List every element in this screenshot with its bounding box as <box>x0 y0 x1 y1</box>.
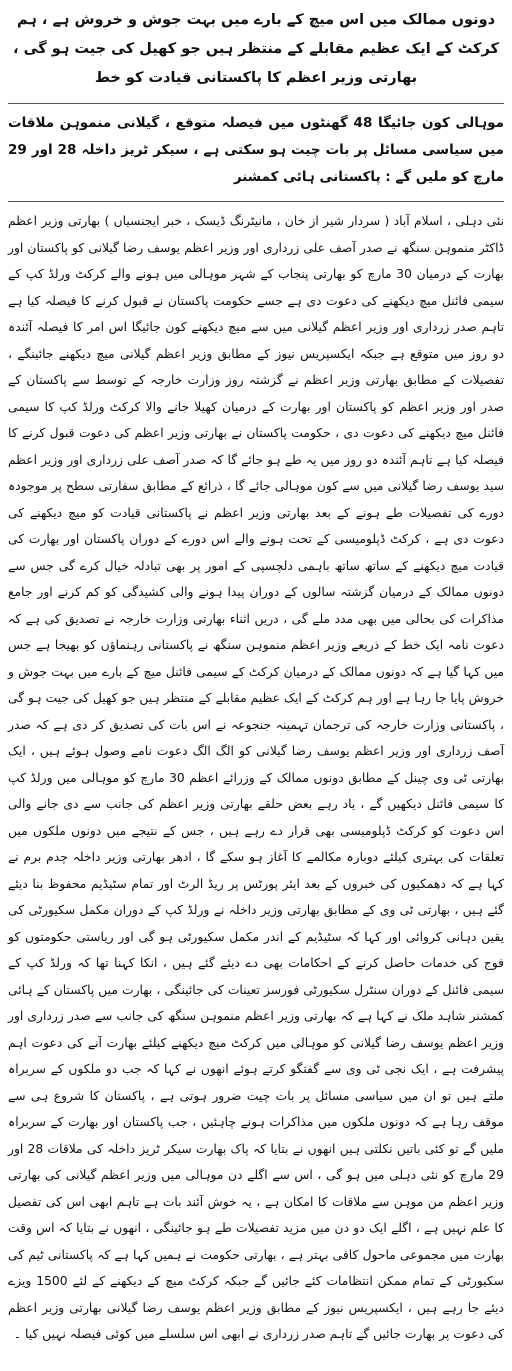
article-subhead: موہالی کون جائیگا 48 گھنٹوں میں فیصلہ متوقع ، گیلانی منموہن ملاقات میں سیاسی مسائل پر بات چیت ہو سکتی ہے ، سیکر ٹریز داخلہ 28 اور 29 مارچ کو ملیں گے : پاکستانی ہائی کمشنر <box>8 115 504 185</box>
article-body: نئی دہلی ، اسلام آباد ( سردار شیر از خان ، مانیٹرنگ ڈیسک ، خبر ایجنسیاں ) بھارتی وزیر اعظم ڈاکٹر منموہن سنگھ نے صدر آصف علی زرداری اور وزیر اعظم یوسف رضا گیلانی کو پاکستان اور بھارت کے درمیان 30 مارچ کو بھارتی پنجاب کے شہر موہالی میں ہونے والے کرکٹ ورلڈ کپ کے سیمی فائنل میچ دیکھنے کی دعوت دی ہے جسے حکومت پاکستان نے قبول کرنے کا فیصلہ کیا ہے تاہم صدر زرداری اور وزیر اعظم گیلانی میں سے میچ دیکھنے کون جائیگا اس امر کا فیصلہ آئندہ دو روز میں متوقع ہے جبکہ ایکسپریس نیوز کے مطابق وزیر اعظم گیلانی میچ دیکھنے جائینگے ، تفصیلات کے مطابق بھارتی وزیر اعظم نے گزشتہ روز وزارت خارجہ کے توسط سے پاکستان کے صدر اور وزیر اعظم کو پاکستان اور بھارت کے درمیان کھیلا جانے والا کرکٹ ورلڈ کپ کا سیمی فائنل میچ دیکھنے کی دعوت دی ، حکومت پاکستان نے بھارتی وزیر اعظم کی دعوت قبول کرنے کا فیصلہ کیا ہے تاہم آئندہ دو روز میں یہ طے ہو جائے گا کہ صدر آصف علی زرداری اور وزیر اعظم سید یوسف رضا گیلانی میں سے کون موہالی جائے گا ، ذرائع کے مطابق سفارتی سطح پر موجودہ دورے کی تفصیلات طے ہونے کے بعد بھارتی وزیر اعظم نے پاکستانی قیادت کو میچ دیکھنے کی دعوت دی ہے ، کرکٹ ڈپلومیسی کے تحت ہونے والے اس دورے کے دوران پاکستان اور بھارت کی قیادت میچ دیکھنے کے ساتھ ساتھ باہمی دلچسپی کے امور پر بھی تبادلہ خیال کرے گی جس سے دونوں ممالک کے درمیان گزشتہ سالوں کے دوران پیدا ہونے والی کشیدگی کو کم کرنے اور جامع مذاکرات کی بحالی میں بھی مدد ملے گی ، دریں اثناء بھارتی وزارت خارجہ نے تصدیق کی ہے کہ دعوت نامہ ایک خط کے ذریعے وزیر اعظم منموہن سنگھ نے پاکستانی رہنماؤں کو بھیجا ہے جس میں کہا گیا ہے کہ دونوں ممالک کے درمیان کرکٹ کے سیمی فائنل میچ کے بارے میں بہت جوش و خروش پایا جا رہا ہے اور ہم کرکٹ کے ایک عظیم مقابلے کے منتظر ہیں جو کھیل کی جیت ہو گی ، پاکستانی وزارت خارجہ کی ترجمان تہمینہ جنجوعہ نے اس بات کی تصدیق کر دی ہے کہ صدر آصف زرداری اور وزیر اعظم یوسف رضا گیلانی کو الگ الگ دعوت نامے وصول ہوئے ہیں ، ایک بھارتی ٹی وی چینل کے مطابق دونوں ممالک کے وزرائے اعظم 30 مارچ کو موہالی میں ورلڈ کپ کا سیمی فائنل دیکھیں گے ، یاد رہے بعض حلقے بھارتی وزیر اعظم کی جانب سے دی جانے والی اس دعوت کو کرکٹ ڈپلومیسی بھی قرار دے رہے ہیں ، جس کے نتیجے میں دونوں ملکوں میں تعلقات کی بہتری کیلئے دوبارہ مکالمے کا آغاز ہو سکے گا ، ادھر بھارتی وزیر داخلہ چدم برم نے کہا ہے کہ دھمکیوں کی خبروں کے بعد ایئر پورٹس پر ریڈ الرٹ اور تمام سٹیڈیم محفوظ بنا دیئے گئے ہیں ، بھارتی ٹی وی کے مطابق بھارتی وزیر داخلہ نے ورلڈ کپ کے دوران مکمل سکیورٹی کی یقین دہانی کروائی اور کہا کہ سٹیڈیم کے اندر مکمل سکیورٹی ہو گی اور ریاستی حکومتوں کو فوج کی خدمات حاصل کرنے کے احکامات بھی دے دیئے گئے ہیں ، انکا کہنا تھا کہ ورلڈ کپ کے سیمی فائنل کے دوران سنٹرل سکیورٹی فورسز تعینات کی جائینگی ، بھارت میں پاکستان کے ہائی کمشنر شاہد ملک نے کہا ہے کہ بھارتی وزیر اعظم منموہن سنگھ کی جانب سے صدر زرداری اور وزیر اعظم یوسف رضا گیلانی کو موہالی میں کرکٹ میچ دیکھنے کیلئے بھارت آنے کی دعوت اہم پیشرفت ہے ، ایک نجی ٹی وی سے گفتگو کرتے ہوئے انھوں نے کہا کہ جب دو ملکوں کے سربراہ ملتے ہیں تو ان میں سیاسی مسائل پر بات چیت ضرور ہوتی ہے ، پاکستان کا شروع ہی سے موقف رہا ہے کہ دونوں ملکوں میں مذاکرات ہونے چاہئیں ، جب پاکستان اور بھارت کے سربراہ ملیں گے تو کئی باتیں نکلتی ہیں انھوں نے بتایا کہ پاک بھارت سیکر ٹریز داخلہ کی ملاقات 28 اور 29 مارچ کو نئی دہلی میں ہو گی ، اس سے اگلے دن موہالی میں وزیر اعظم گیلانی کی بھارتی وزیر اعظم من موہن سے ملاقات کا امکان ہے ، یہ خوش آئند بات ہے تاہم ابھی اس کی تفصیل کا علم نہیں ہے ، اگلے ایک دو دن میں مزید تفصیلات طے ہو جائینگی ، انھوں نے بتایا کہ اس وقت بھارت میں مجموعی ماحول کافی بہتر ہے ، بھارتی حکومت نے ہمیں کہا ہے کہ پاکستانی ٹیم کی سکیورٹی کے تمام ممکن انتظامات کئے جائیں گے جبکہ کرکٹ میچ کے دیکھنے کے لئے 1500 ویزے دیئے جا رہے ہیں ، ایکسپریس نیوز کے مطابق وزیر اعظم یوسف رضا گیلانی بھارتی وزیر اعظم کی دعوت پر بھارت جائیں گے تاہم صدر زرداری نے ابھی اس سلسلے میں کوئی فیصلہ نہیں کیا ۔ <box>8 214 505 1341</box>
news-article <box>8 6 504 1348</box>
headline-divider <box>8 103 504 104</box>
subhead-divider <box>8 201 504 202</box>
article-headline: دونوں ممالک میں اس میچ کے بارے میں بہت جوش و خروش ہے ، ہم کرکٹ کے ایک عظیم مقابلے کے منتظر ہیں جو کھیل کی جیت ہو گی ، بھارتی وزیر اعظم کا پاکستانی قیادت کو خط <box>13 12 499 86</box>
